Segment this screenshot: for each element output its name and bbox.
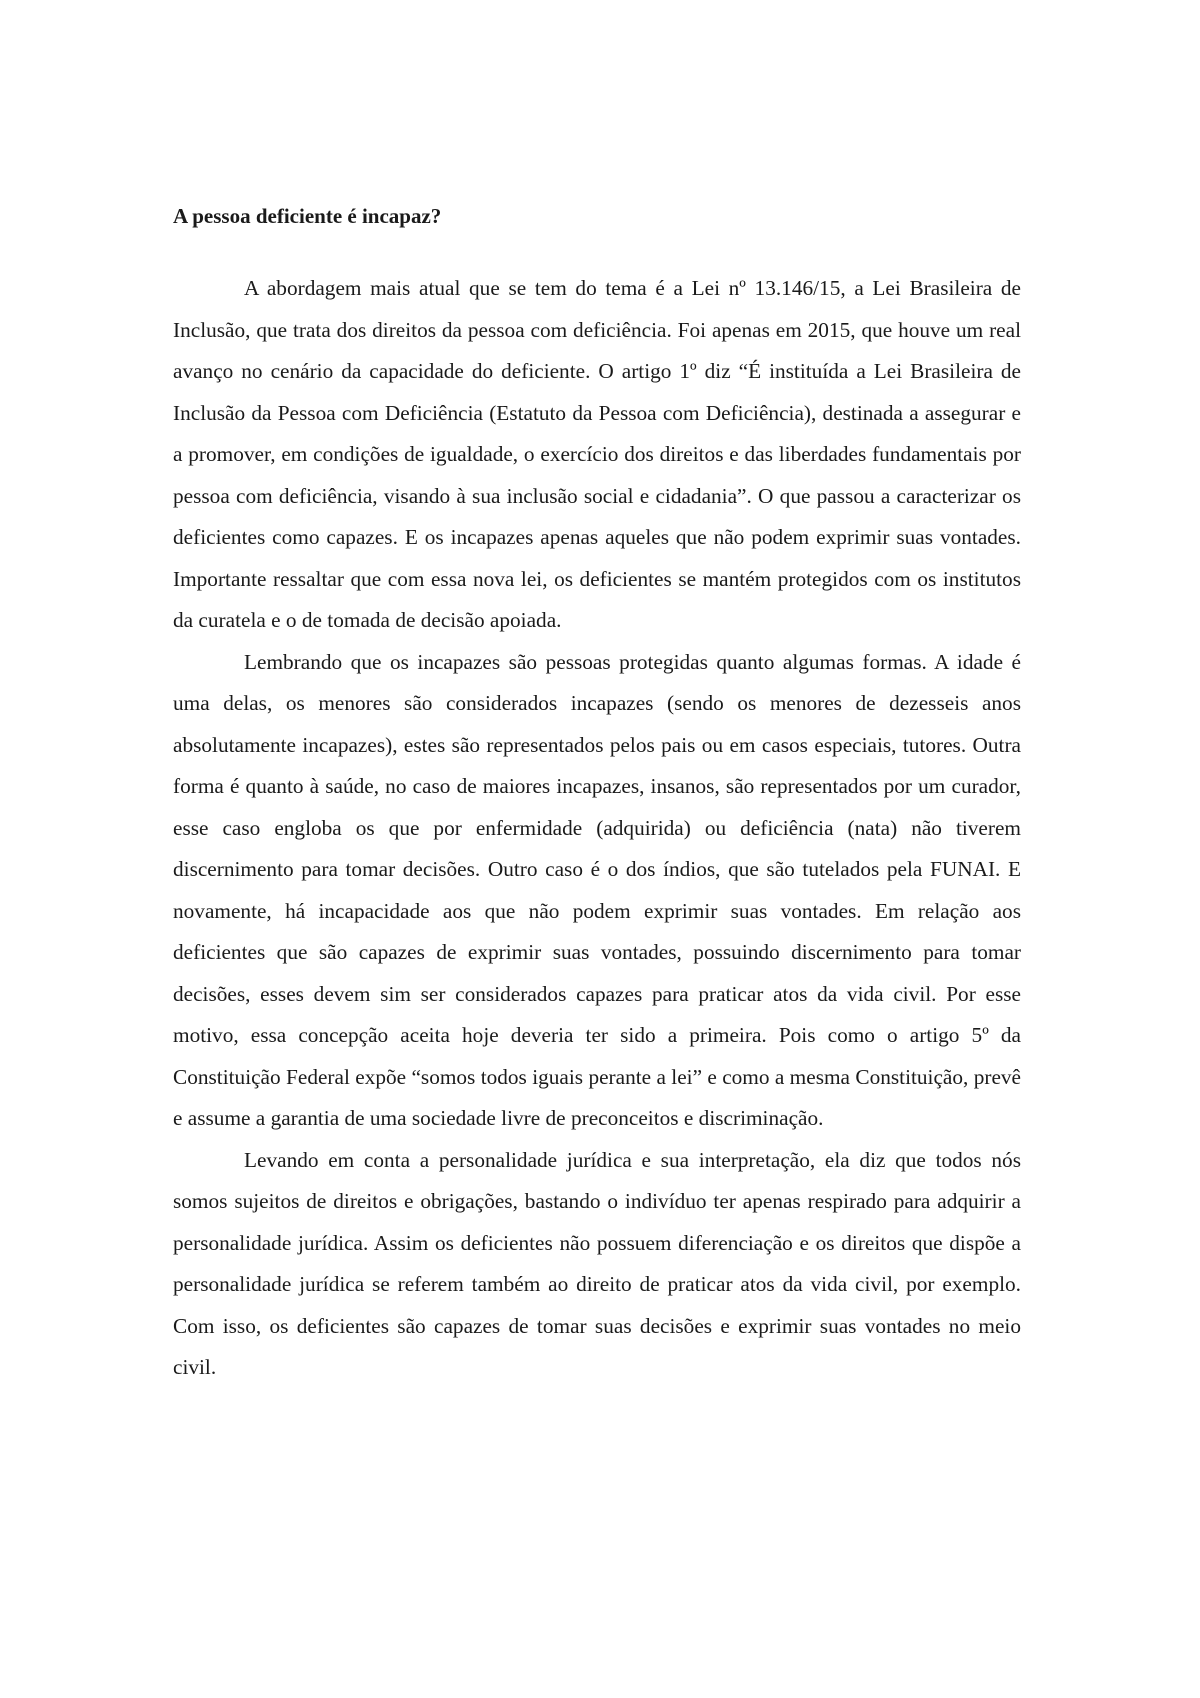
document-title: A pessoa deficiente é incapaz? (173, 204, 442, 228)
paragraph-personalidade-juridica: Levando em conta a personalidade jurídica e sua interpretação, ela diz que todos nós somos sujeitos de direitos e obrigações, bastando o indivíduo ter apenas respirado para adquirir a personalidade jurídica. Assim os deficientes não possuem diferenciação e os direitos que dispõe a personalidade jurídica se referem também ao direito de praticar atos da vida civil, por exemplo. Com isso, os deficientes são capazes de tomar suas decisões e exprimir suas vontades no meio civil. (173, 1147, 1021, 1379)
paragraph-formas-de-incapacidade: Lembrando que os incapazes são pessoas protegidas quanto algumas formas. A idade é uma delas, os menores são considerados incapazes (sendo os menores de dezesseis anos absolutamente incapazes), estes são representados pelos pais ou em casos especiais, tutores. Outra forma é quanto à saúde, no caso de maiores incapazes, insanos, são representados por um curador, esse caso engloba os que por enfermidade (adquirida) ou deficiência (nata) não tiverem discernimento para tomar decisões. Outro caso é o dos índios, que são tutelados pela FUNAI. E novamente, há incapacidade aos que não podem exprimir suas vontades. Em relação aos deficientes que são capazes de exprimir suas vontades, possuindo discernimento para tomar decisões, esses devem sim ser considerados capazes para praticar atos da vida civil. Por esse motivo, essa concepção aceita hoje deveria ter sido a primeira. Pois como o artigo 5º da Constituição Federal expõe “somos todos iguais perante a lei” e como a mesma Constituição, prevê e assume a garantia de uma sociedade livre de preconceitos e discriminação. (173, 649, 1021, 1130)
document-body (173, 196, 1021, 1389)
paragraph-lei-brasileira-inclusao: A abordagem mais atual que se tem do tema é a Lei nº 13.146/15, a Lei Brasileira de Inclusão, que trata dos direitos da pessoa com deficiência. Foi apenas em 2015, que houve um real avanço no cenário da capacidade do deficiente. O artigo 1º diz “É instituída a Lei Brasileira de Inclusão da Pessoa com Deficiência (Estatuto da Pessoa com Deficiência), destinada a assegurar e a promover, em condições de igualdade, o exercício dos direitos e das liberdades fundamentais por pessoa com deficiência, visando à sua inclusão social e cidadania”. O que passou a caracterizar os deficientes como capazes. E os incapazes apenas aqueles que não podem exprimir suas vontades. Importante ressaltar que com essa nova lei, os deficientes se mantém protegidos com os institutos da curatela e o de tomada de decisão apoiada. (173, 276, 1021, 632)
